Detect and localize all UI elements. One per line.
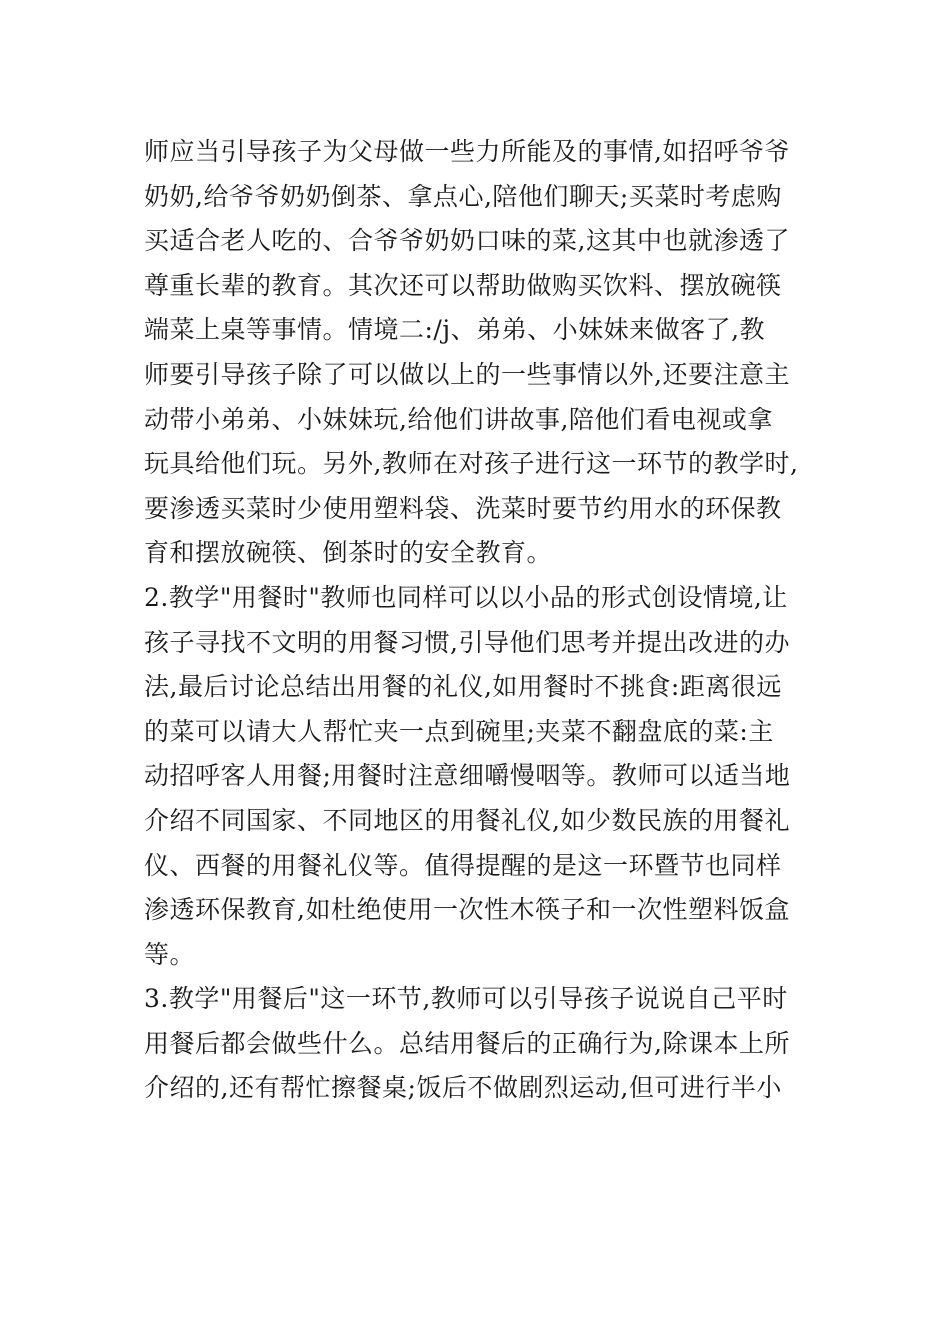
text-line: 端菜上桌等事情。情境二:/j、弟弟、小妹妹来做客了,教 [144, 315, 766, 345]
text-line: 育和摆放碗筷、倒茶时的安全教育。 [144, 538, 553, 568]
text-line: 3.教学"用餐后"这一环节,教师可以引导孩子说说自己平时 [144, 984, 788, 1014]
text-line: 奶奶,给爷爷奶奶倒茶、拿点心,陪他们聊天;买菜时考虑购 [144, 181, 782, 211]
text-line: 用餐后都会做些什么。总结用餐后的正确行为,除课本上所 [144, 1028, 790, 1058]
text-line: 师应当引导孩子为父母做一些力所能及的事情,如招呼爷爷 [144, 137, 790, 166]
text-line: 等。 [144, 939, 196, 969]
text-line: 要渗透买菜时少使用塑料袋、洗菜时要节约用水的环保教 [144, 493, 782, 523]
text-line: 玩具给他们玩。另外,教师在对孩子进行这一环节的教学时, [144, 449, 799, 479]
text-line: 仪、西餐的用餐礼仪等。值得提醒的是这一环暨节也同样 [144, 850, 782, 880]
text-line: 的菜可以请大人帮忙夹一点到碗里;夹菜不翻盘底的菜:主 [144, 716, 774, 746]
text-line: 2.教学"用餐时"教师也同样可以以小品的形式创设情境,让 [144, 582, 788, 612]
text-line: 尊重长辈的教育。其次还可以帮助做购买饮料、摆放碗筷 [144, 270, 782, 300]
text-line: 法,最后讨论总结出用餐的礼仪,如用餐时不挑食:距离很远 [144, 672, 782, 702]
text-line: 介绍的,还有帮忙擦餐桌;饭后不做剧烈运动,但可进行半小 [144, 1073, 782, 1103]
text-line: 买适合老人吃的、合爷爷奶奶口味的菜,这其中也就渗透了 [144, 226, 790, 256]
text-line: 渗透环保教育,如杜绝使用一次性木筷子和一次性塑料饭盒 [144, 895, 790, 925]
text-line: 动招呼客人用餐;用餐时注意细嚼慢咽等。教师可以适当地 [144, 761, 791, 791]
text-line: 介绍不同国家、不同地区的用餐礼仪,如少数民族的用餐礼 [144, 805, 790, 835]
text-line: 孩子寻找不文明的用餐习惯,引导他们思考并提出改进的办 [144, 627, 790, 657]
body-text [144, 130, 814, 1111]
text-line: 动带小弟弟、小妹妹玩,给他们讲故事,陪他们看电视或拿 [144, 404, 773, 434]
text-line: 师要引导孩子除了可以做以上的一些事情以外,还要注意主 [144, 359, 790, 389]
